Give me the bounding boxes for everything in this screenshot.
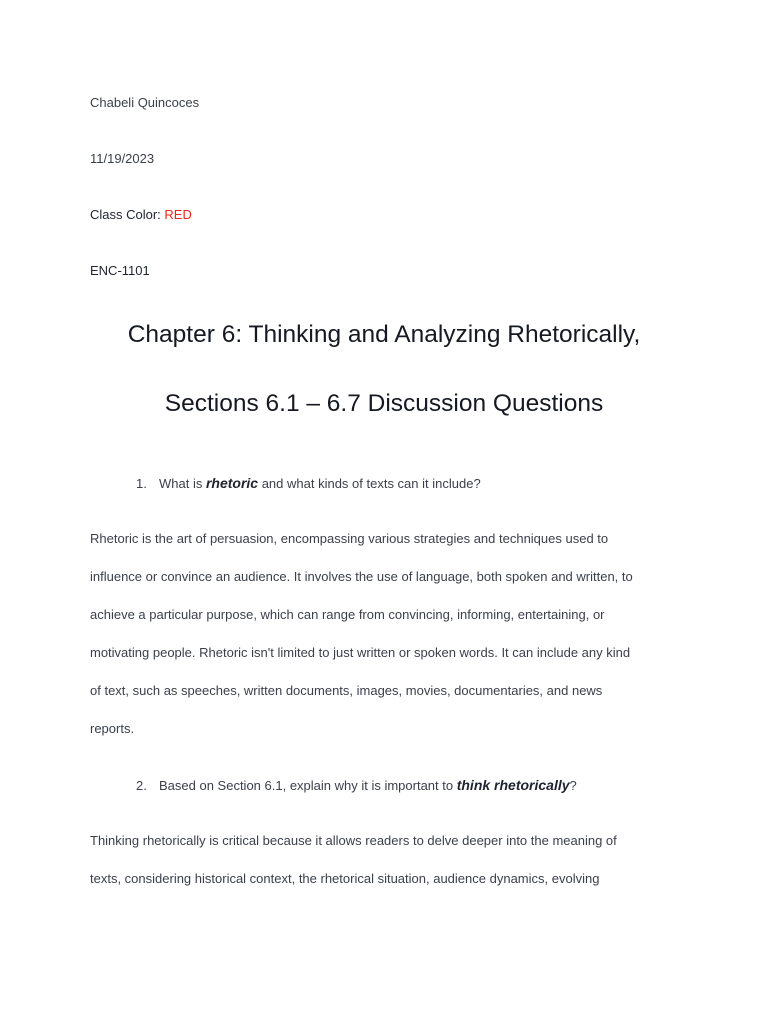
question-text-after: and what kinds of texts can it include? (258, 476, 481, 491)
question-emphasis: think rhetorically (456, 777, 570, 793)
answer-line: Rhetoric is the art of persuasion, encompassing various strategies and techniques used to (90, 531, 609, 546)
question-text-after: ? (569, 778, 577, 793)
question-text-before: Based on Section 6.1, explain why it is important to (159, 778, 457, 793)
course-code: ENC-1101 (90, 263, 150, 278)
answer-line: of text, such as speeches, written documents, images, movies, documentaries, and news (90, 683, 603, 698)
question-number: 1. (136, 476, 147, 491)
answer-line: achieve a particular purpose, which can range from convincing, informing, entertaining, or (90, 607, 605, 622)
question-emphasis: rhetoric (205, 475, 259, 491)
answer-line: reports. (90, 721, 135, 736)
question-number: 2. (136, 778, 147, 793)
answer-1 (90, 520, 690, 748)
answer-line: motivating people. Rhetoric isn't limited to just written or spoken words. It can include any kind (90, 645, 631, 660)
answer-line: influence or convince an audience. It involves the use of language, both spoken and written, to (90, 569, 633, 584)
answer-line: texts, considering historical context, the rhetorical situation, audience dynamics, evolving (90, 871, 600, 886)
title-line-1: Chapter 6: Thinking and Analyzing Rhetorically, (127, 321, 641, 348)
question-1 (136, 474, 481, 493)
title-line-2: Sections 6.1 – 6.7 Discussion Questions (164, 390, 604, 417)
question-2 (136, 776, 577, 795)
class-color-line (90, 207, 192, 223)
answer-line: Thinking rhetorically is critical because it allows readers to delve deeper into the meaning of (90, 833, 617, 848)
class-color-label: Class Color: (90, 207, 165, 222)
author-name: Chabeli Quincoces (90, 95, 200, 110)
question-text-before: What is (159, 476, 206, 491)
document-date: 11/19/2023 (90, 151, 155, 166)
answer-2 (90, 822, 690, 898)
class-color-value: RED (164, 207, 192, 222)
